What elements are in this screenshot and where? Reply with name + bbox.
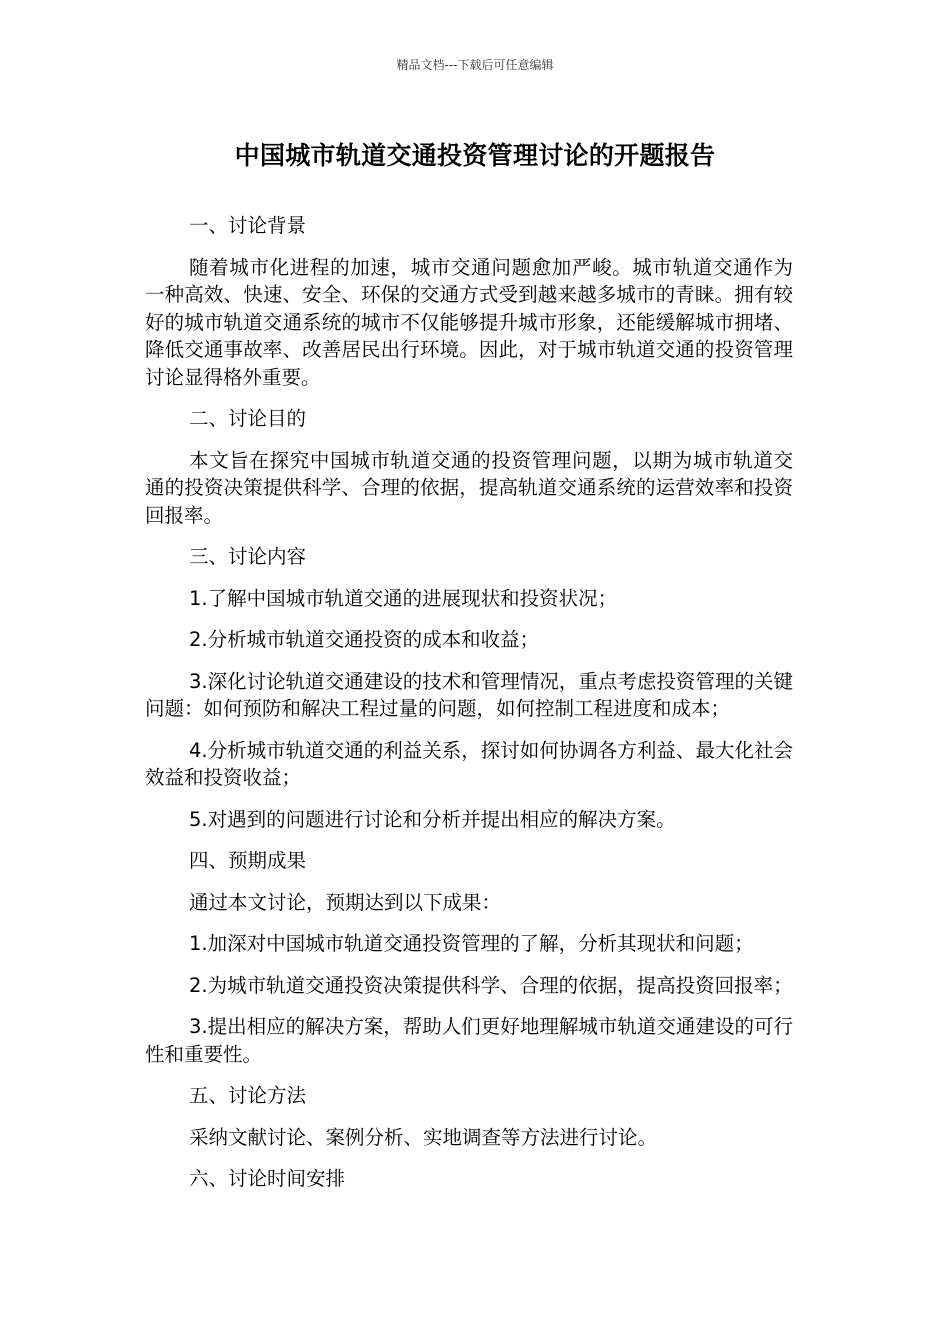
section-heading-methods: 五、讨论方法 (189, 1084, 307, 1107)
section-heading-expected-results: 四、预期成果 (189, 849, 307, 872)
list-item-content-2: 2.分析城市轨道交通投资的成本和收益； (189, 628, 540, 651)
section-heading-content: 三、讨论内容 (189, 545, 307, 568)
list-item-result-1: 1.加深对中国城市轨道交通投资管理的了解，分析其现状和问题； (189, 932, 754, 955)
paragraph-purpose: 本文旨在探究中国城市轨道交通的投资管理问题，以期为城市轨道交通的投资决策提供科学、合理的依据，提高轨道交通系统的运营效率和投资回报率。 (145, 448, 793, 527)
header-watermark: 精品文档---下载后可任意编辑 (396, 58, 554, 72)
paragraph-expected-intro: 通过本文讨论，预期达到以下成果： (189, 890, 502, 914)
section-heading-schedule: 六、讨论时间安排 (189, 1167, 346, 1190)
document-body (145, 212, 793, 1207)
section-heading-purpose: 二、讨论目的 (189, 407, 307, 430)
document-title: 中国城市轨道交通投资管理讨论的开题报告 (234, 141, 716, 170)
paragraph-methods: 采纳文献讨论、案例分析、实地调查等方法进行讨论。 (189, 1125, 658, 1149)
list-item-result-3: 3.提出相应的解决方案，帮助人们更好地理解城市轨道交通建设的可行性和重要性。 (145, 1015, 793, 1066)
section-heading-background: 一、讨论背景 (189, 214, 307, 237)
paragraph-background: 随着城市化进程的加速，城市交通问题愈加严峻。城市轨道交通作为一种高效、快速、安全、环保的交通方式受到越来越多城市的青睐。拥有较好的城市轨道交通系统的城市不仅能够提升城市形象，还能缓解城市拥堵、降低交通事故率、改善居民出行环境。因此，对于城市轨道交通的投资管理讨论显得格外重要。 (145, 255, 793, 389)
list-item-content-3: 3.深化讨论轨道交通建设的技术和管理情况，重点考虑投资管理的关键问题：如何预防和解决工程过量的问题，如何控制工程进度和成本； (145, 669, 793, 720)
list-item-result-2: 2.为城市轨道交通投资决策提供科学、合理的依据，提高投资回报率； (189, 973, 793, 997)
list-item-content-1: 1.了解中国城市轨道交通的进展现状和投资状况； (189, 586, 618, 610)
list-item-content-4: 4.分析城市轨道交通的利益关系，探讨如何协调各方利益、最大化社会效益和投资收益； (145, 738, 793, 789)
list-item-content-5: 5.对遇到的问题进行讨论和分析并提出相应的解决方案。 (189, 807, 676, 831)
